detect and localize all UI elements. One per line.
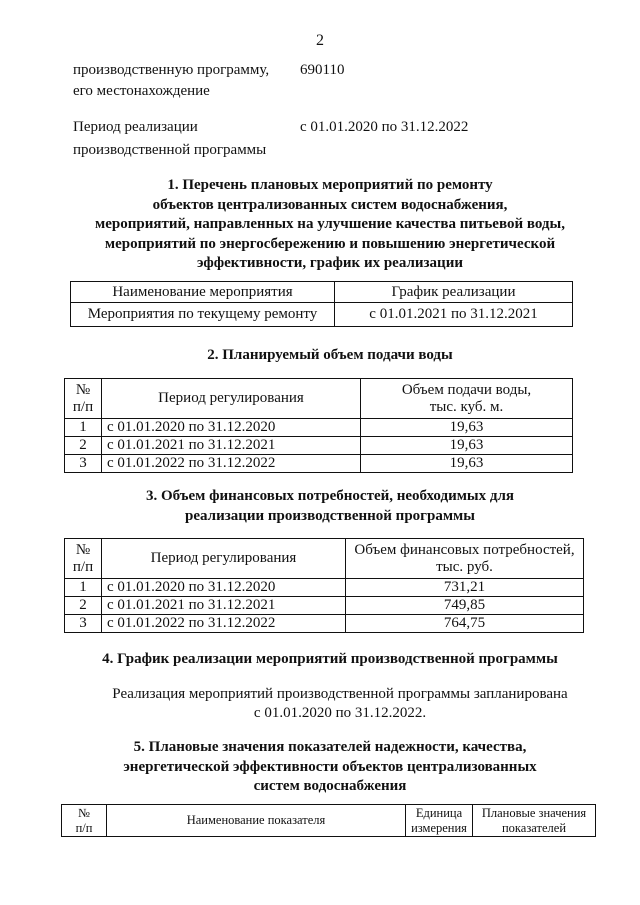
row-number: 3: [65, 615, 102, 633]
row-period: с 01.01.2020 по 31.12.2020: [102, 579, 346, 597]
heading-line: мероприятий по энергосбережению и повышению энергетической: [104, 235, 556, 252]
row-period: с 01.01.2021 по 31.12.2021: [102, 437, 361, 455]
row-value: 19,63: [361, 437, 573, 455]
row-period: с 01.01.2021 по 31.12.2021: [102, 597, 346, 615]
row-period: с 01.01.2022 по 31.12.2022: [102, 615, 346, 633]
section2-heading: 2. Планируемый объем подачи воды: [207, 347, 453, 363]
column-header: Наименование мероприятия: [71, 282, 335, 303]
table-row: [65, 579, 584, 597]
heading-line: энергетической эффективности объектов централизованных: [123, 758, 537, 775]
period-label-line1: Период реализации: [73, 119, 198, 135]
water-volume-table: [64, 378, 573, 473]
period-value: с 01.01.2020 по 31.12.2022: [300, 119, 469, 135]
heading-line: объектов централизованных систем водоснабжения,: [152, 196, 508, 213]
header-line: Объем подачи воды,: [401, 381, 532, 398]
text-line: Реализация мероприятий производственной программы запланирована: [112, 686, 568, 702]
heading-line: мероприятий, направленных на улучшение качества питьевой воды,: [95, 216, 565, 232]
table-row: [65, 419, 573, 437]
column-header: [62, 805, 107, 837]
row-number: 1: [65, 579, 102, 597]
address-label-line1: производственную программу,: [73, 62, 270, 78]
column-header: Период регулирования: [102, 539, 346, 579]
page-number: 2: [316, 32, 324, 49]
section4-text: [60, 685, 620, 723]
row-number: 3: [65, 455, 102, 473]
row-number: 2: [65, 597, 102, 615]
row-number: 1: [65, 419, 102, 437]
row-value: 19,63: [361, 455, 573, 473]
address-label: [73, 60, 269, 102]
header-line: тыс. куб. м.: [429, 398, 504, 415]
table-row: [65, 615, 584, 633]
heading-line: 1. Перечень плановых мероприятий по ремонту: [167, 177, 493, 193]
row-number: 2: [65, 437, 102, 455]
column-header: [65, 539, 102, 579]
table-row: [65, 455, 573, 473]
address-value: 690110: [300, 62, 345, 78]
header-line: п/п: [72, 398, 94, 415]
table-row: [65, 597, 584, 615]
row-period: с 01.01.2022 по 31.12.2022: [102, 455, 361, 473]
table-cell: с 01.01.2021 по 31.12.2021: [335, 303, 573, 327]
row-value: 764,75: [346, 615, 584, 633]
section1-heading: [40, 176, 620, 274]
header-line: Объем финансовых потребностей,: [354, 541, 575, 558]
activities-table: [70, 281, 573, 327]
column-header: [473, 805, 596, 837]
column-header: Наименование показателя: [107, 805, 406, 837]
heading-line: 3. Объем финансовых потребностей, необходимых для: [145, 488, 515, 504]
section3-heading: [40, 487, 620, 526]
period-label: [73, 117, 266, 161]
section4-heading: 4. График реализации мероприятий производственной программы: [102, 651, 558, 667]
header-line: №: [78, 805, 90, 820]
header-line: №: [75, 381, 91, 398]
header-line: п/п: [72, 558, 94, 575]
row-value: 19,63: [361, 419, 573, 437]
text-line: с 01.01.2020 по 31.12.2022.: [253, 705, 427, 721]
table-row: [65, 437, 573, 455]
row-period: с 01.01.2020 по 31.12.2020: [102, 419, 361, 437]
heading-line: систем водоснабжения: [253, 778, 407, 794]
header-line: п/п: [75, 820, 93, 835]
row-value: 731,21: [346, 579, 584, 597]
header-line: Единица: [415, 805, 463, 820]
indicators-table: [61, 804, 596, 837]
period-label-line2: производственной программы: [73, 142, 267, 158]
header-line: тыс. руб.: [436, 558, 493, 575]
column-header: [65, 379, 102, 419]
heading-line: эффективности, график их реализации: [197, 255, 463, 271]
column-header: [346, 539, 584, 579]
column-header: График реализации: [335, 282, 573, 303]
column-header: Период регулирования: [102, 379, 361, 419]
column-header: [406, 805, 473, 837]
heading-line: 5. Плановые значения показателей надежности, качества,: [133, 739, 527, 755]
financial-needs-table: [64, 538, 584, 633]
address-label-line2: его местонахождение: [73, 83, 210, 99]
heading-line: реализации производственной программы: [185, 507, 475, 524]
header-line: №: [75, 541, 91, 558]
table-row: [71, 303, 573, 327]
table-cell: Мероприятия по текущему ремонту: [71, 303, 335, 327]
header-line: Плановые значения: [481, 805, 587, 820]
section5-heading: [40, 738, 620, 797]
column-header: [361, 379, 573, 419]
header-line: измерения: [411, 820, 467, 835]
row-value: 749,85: [346, 597, 584, 615]
header-line: показателей: [501, 820, 567, 835]
